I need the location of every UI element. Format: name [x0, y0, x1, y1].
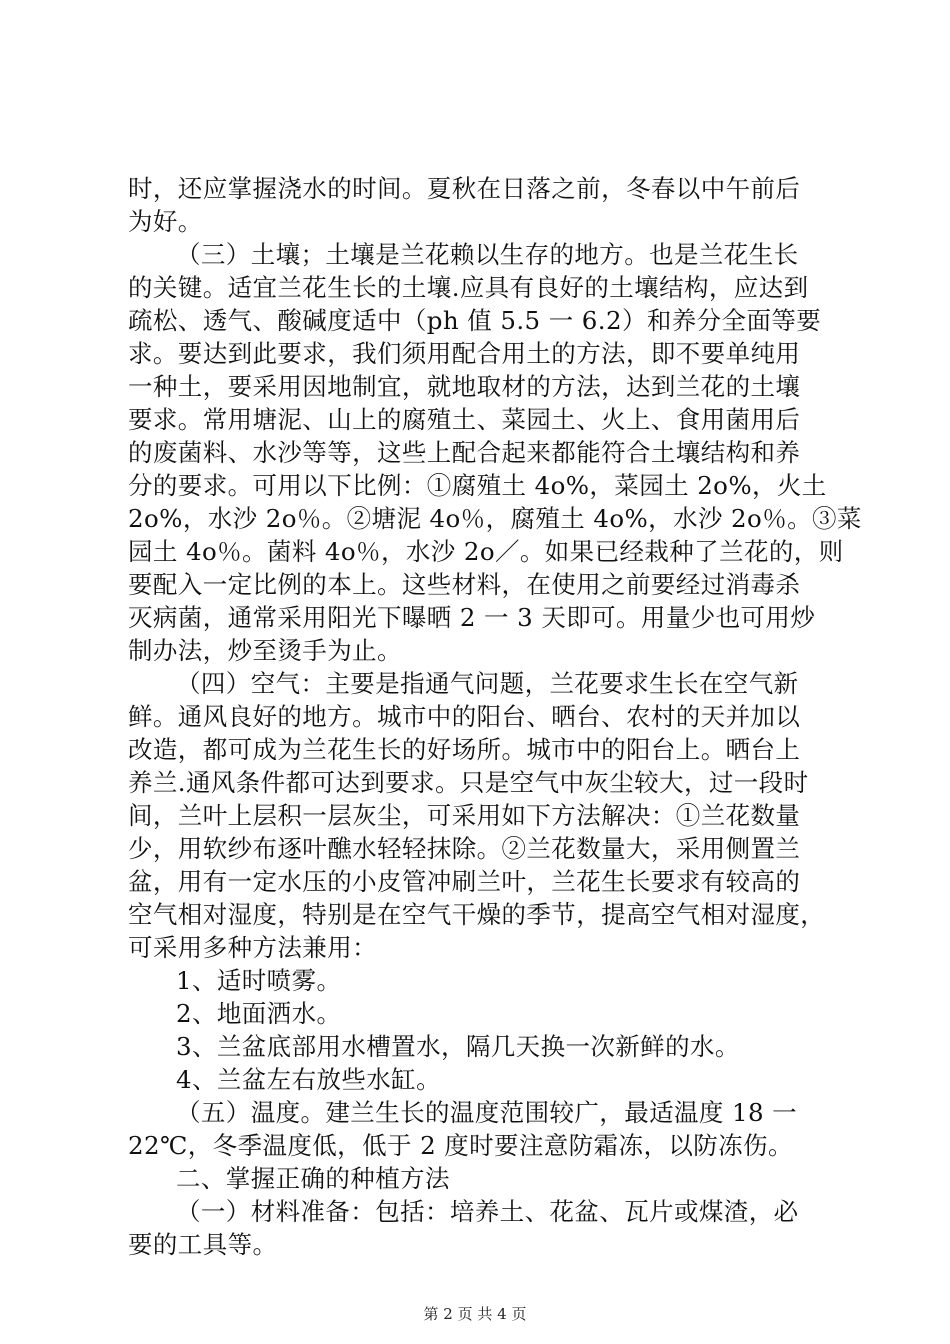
text-line: 鲜。通风良好的地方。城市中的阳台、晒台、农村的天并加以 — [128, 702, 801, 731]
list-item: 2、地面洒水。 — [176, 999, 342, 1028]
text-line: 间，兰叶上层积一层灰尘，可采用如下方法解决：①兰花数量 — [128, 801, 801, 830]
section-heading-soil: （三）土壤；土壤是兰花赖以生存的地方。也是兰花生长 — [176, 240, 799, 269]
body-text — [128, 172, 862, 1261]
text-line: 22℃，冬季温度低，低于 2 度时要注意防霜冻，以防冻伤。 — [128, 1131, 793, 1160]
text-line: 一种土，要采用因地制宜，就地取材的方法，达到兰花的土壤 — [128, 372, 801, 401]
list-item: 4、兰盆左右放些水缸。 — [176, 1065, 441, 1094]
section-heading-planting-method: 二、掌握正确的种植方法 — [176, 1164, 450, 1193]
text-line: 分的要求。可用以下比例：①腐殖土 4o%，菜园土 2o%，火土 — [128, 471, 827, 500]
text-line: 改造，都可成为兰花生长的好场所。城市中的阳台上。晒台上 — [128, 735, 801, 764]
list-item: 3、兰盆底部用水槽置水，隔几天换一次新鲜的水。 — [176, 1032, 740, 1061]
text-line: 制办法，炒至烫手为止。 — [128, 636, 402, 665]
text-line: 要的工具等。 — [128, 1230, 278, 1259]
text-line: 可采用多种方法兼用： — [128, 933, 377, 962]
text-line: 园土 4o％。菌料 4o％，水沙 2o／。如果已经栽种了兰花的，则 — [128, 537, 844, 566]
text-line: 养兰.通风条件都可达到要求。只是空气中灰尘较大，过一段时 — [128, 768, 809, 797]
text-line: 的废菌料、水沙等等，这些上配合起来都能符合土壤结构和养 — [128, 438, 801, 467]
text-line: 疏松、透气、酸碱度适中（ph 值 5.5 一 6.2）和养分全面等要 — [128, 306, 822, 335]
text-line: 要求。常用塘泥、山上的腐殖土、菜园土、火上、食用菌用后 — [128, 405, 801, 434]
section-heading-temperature: （五）温度。建兰生长的温度范围较广，最适温度 18 一 — [176, 1098, 798, 1127]
text-line: 灭病菌，通常采用阳光下曝晒 2 一 3 天即可。用量少也可用炒 — [128, 603, 816, 632]
text-line: 求。要达到此要求，我们须用配合用土的方法，即不要单纯用 — [128, 339, 801, 368]
text-line: 为好。 — [128, 207, 203, 236]
text-line: 的关键。适宜兰花生长的土壤.应具有良好的土壤结构，应达到 — [128, 273, 809, 302]
text-line: 要配入一定比例的本上。这些材料，在使用之前要经过消毒杀 — [128, 570, 801, 599]
section-heading-materials: （一）材料准备：包括：培养土、花盆、瓦片或煤渣，必 — [176, 1197, 799, 1226]
section-heading-air: （四）空气：主要是指通气问题，兰花要求生长在空气新 — [176, 669, 799, 698]
text-line: 盆，用有一定水压的小皮管冲刷兰叶，兰花生长要求有较高的 — [128, 867, 801, 896]
text-line: 空气相对湿度，特别是在空气干燥的季节，提高空气相对湿度， — [128, 900, 826, 929]
list-item: 1、适时喷雾。 — [176, 966, 342, 995]
page-number-footer: 第 2 页 共 4 页 — [423, 1305, 527, 1323]
text-line: 时，还应掌握浇水的时间。夏秋在日落之前，冬春以中午前后 — [128, 174, 801, 203]
text-line: 2o%，水沙 2o％。②塘泥 4o％，腐殖土 4o%，水沙 2o％。③菜 — [128, 504, 862, 533]
text-line: 少，用软纱布逐叶醮水轻轻抹除。②兰花数量大，采用侧置兰 — [128, 834, 801, 863]
